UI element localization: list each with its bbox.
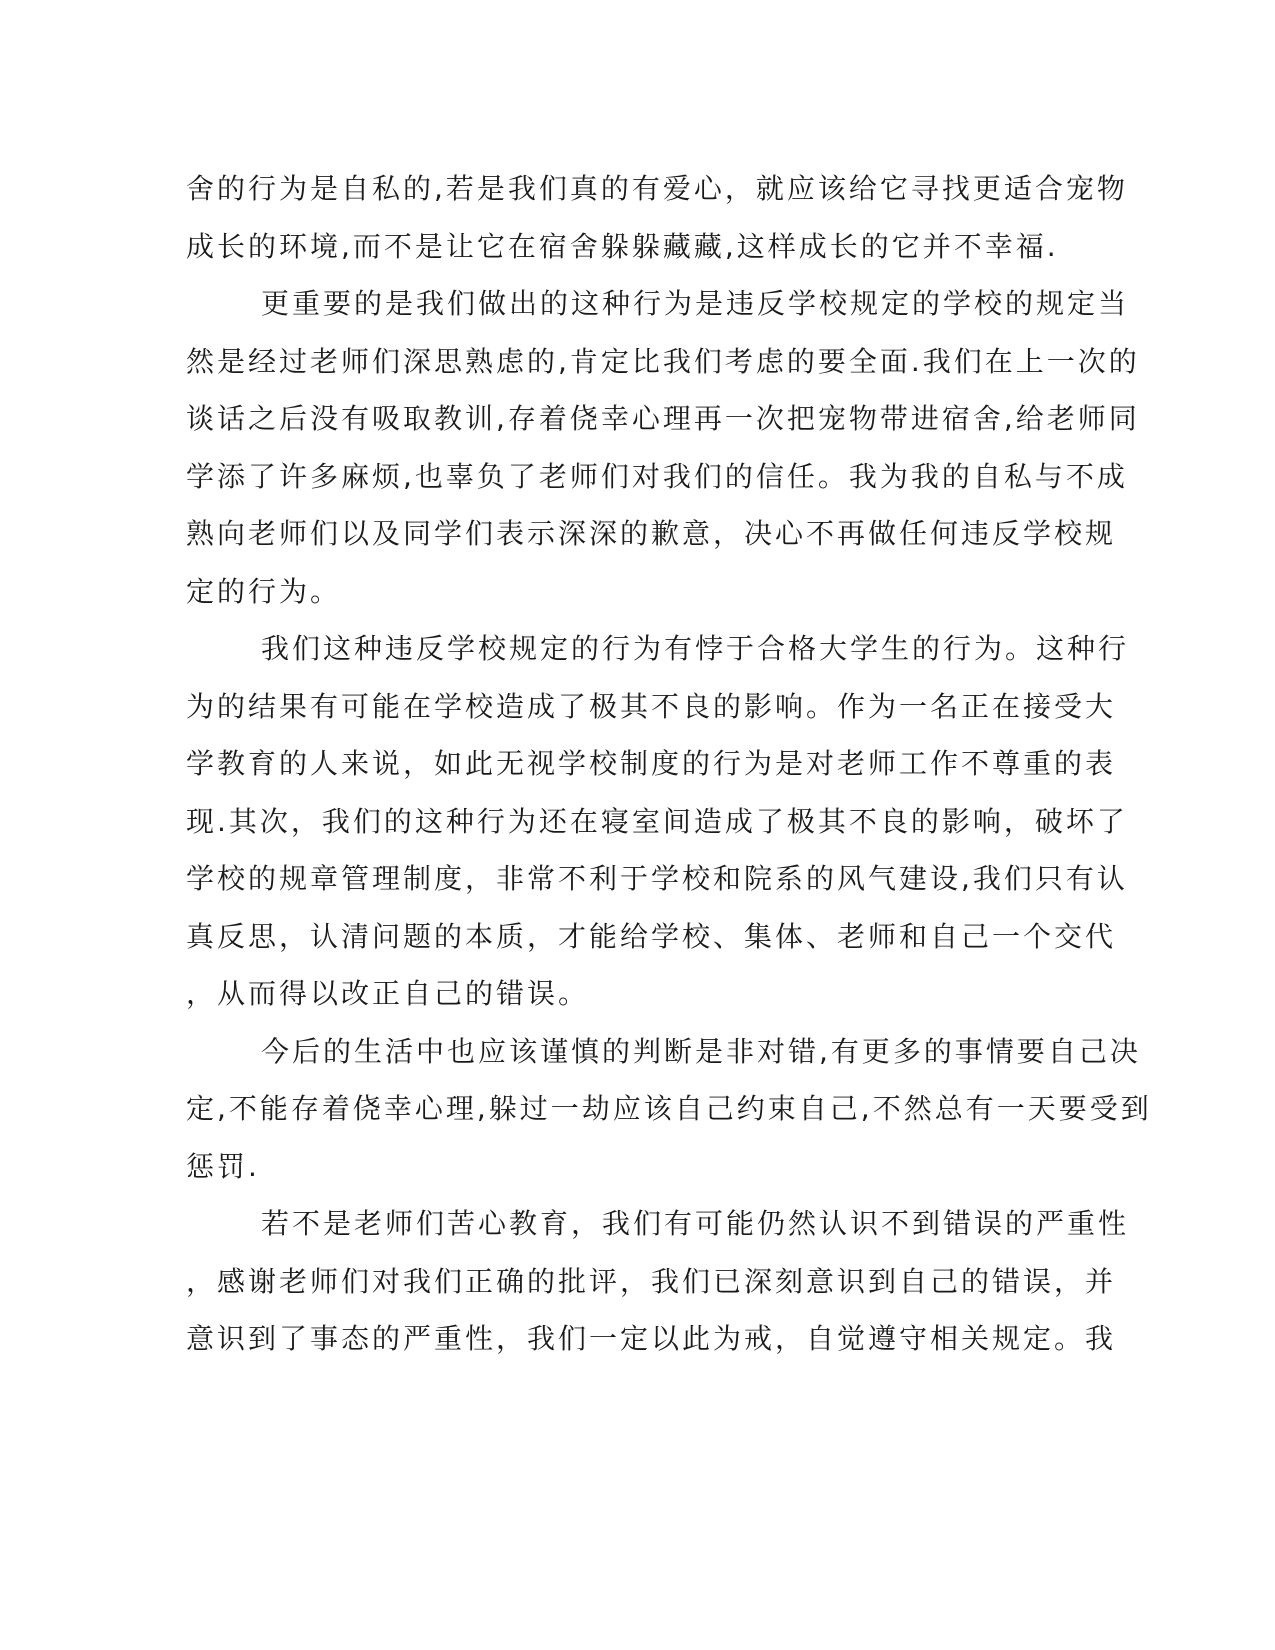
text-line: 学教育的人来说，如此无视学校制度的行为是对老师工作不尊重的表 [186,747,1117,780]
text-line: ，从而得以改正自己的错误。 [186,977,590,1010]
text-line: 意识到了事态的严重性，我们一定以此为戒，自觉遵守相关规定。我 [186,1322,1117,1355]
text-line: 惩罚. [186,1149,260,1183]
text-line: 真反思，认清问题的本质，才能给学校、集体、老师和自己一个交代 [186,919,1117,953]
text-line: 学添了许多麻烦,也辜负了老师们对我们的信任。我为我的自私与不成 [186,459,1128,493]
text-line: 若不是老师们苦心教育，我们有可能仍然认识不到错误的严重性 [261,1207,1130,1240]
text-line: 更重要的是我们做出的这种行为是违反学校规定的学校的规定当 [261,287,1130,320]
text-line: 谈话之后没有吸取教训,存着侥幸心理再一次把宠物带进宿舍,给老师同 [186,402,1140,435]
text-line: 定的行为。 [186,574,342,608]
text-line: 舍的行为是自私的,若是我们真的有爱心，就应该给它寻找更适合宠物 [186,172,1128,205]
text-line: 成长的环境,而不是让它在宿舍躲躲藏藏,这样成长的它并不幸福. [186,229,1059,263]
text-line: 学校的规章管理制度，非常不利于学校和院系的风气建设,我们只有认 [186,862,1128,895]
text-line: ，感谢老师们对我们正确的批评，我们已深刻意识到自己的错误，并 [186,1264,1117,1298]
text-line: 现.其次，我们的这种行为还在寝室间造成了极其不良的影响，破坏了 [186,804,1128,838]
document-body [186,160,1152,1368]
text-line: 我们这种违反学校规定的行为有悖于合格大学生的行为。这种行 [261,632,1130,665]
text-line: 今后的生活中也应该谨慎的判断是非对错,有更多的事情要自己决 [261,1034,1141,1068]
text-line: 然是经过老师们深思熟虑的,肯定比我们考虑的要全面.我们在上一次的 [186,344,1140,378]
text-line: 为的结果有可能在学校造成了极其不良的影响。作为一名正在接受大 [186,689,1117,723]
text-line: 定,不能存着侥幸心理,躲过一劫应该自己约束自己,不然总有一天要受到 [186,1092,1152,1125]
text-line: 熟向老师们以及同学们表示深深的歉意，决心不再做任何违反学校规 [186,517,1117,550]
